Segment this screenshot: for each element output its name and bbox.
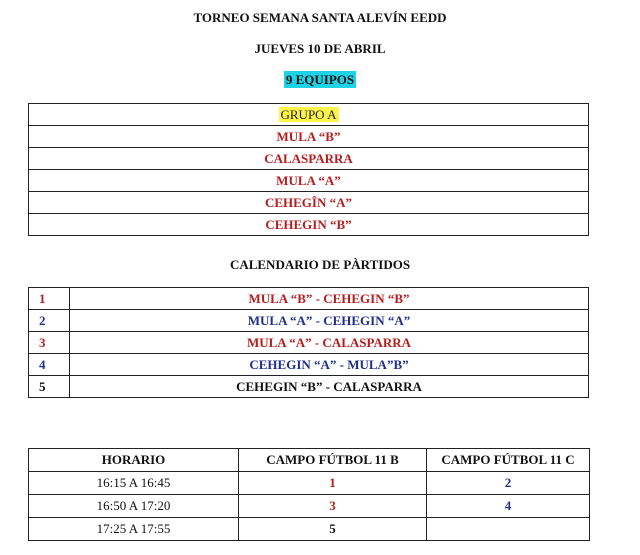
schedule-table: [28, 448, 590, 541]
header-horario: HORARIO: [29, 449, 239, 472]
match-number: 5: [29, 376, 70, 398]
table-row: [29, 170, 589, 192]
match-number: 2: [29, 310, 70, 332]
time-slot: 16:15 A 16:45: [29, 472, 239, 495]
time-slot: 16:50 A 17:20: [29, 495, 239, 518]
table-row: [29, 214, 589, 236]
group-label: GRUPO A: [280, 106, 337, 122]
table-row: [29, 518, 590, 541]
table-header-row: [29, 449, 590, 472]
calendar-title: CALENDARIO DE PÀRTIDOS: [229, 257, 411, 272]
table-row: [29, 126, 589, 148]
field-b-match: 5: [239, 518, 427, 541]
field-c-match: 4: [427, 495, 590, 518]
table-row: [29, 495, 590, 518]
table-row: [29, 192, 589, 214]
header-field-b: CAMPO FÚTBOL 11 B: [239, 449, 427, 472]
field-b-match: 1: [239, 472, 427, 495]
match-fixture: MULA “A” - CALASPARRA: [70, 332, 589, 354]
teams-count: [0, 72, 640, 88]
table-row: [29, 310, 589, 332]
group-a-table: [28, 103, 589, 236]
table-row: [29, 288, 589, 310]
match-fixture: CEHEGIN “B” - CALASPARRA: [70, 376, 589, 398]
table-row: [29, 148, 589, 170]
team-cell: MULA “A”: [29, 170, 589, 192]
match-fixture: MULA “A” - CEHEGIN “A”: [70, 310, 589, 332]
match-fixture: MULA “B” - CEHEGIN “B”: [70, 288, 589, 310]
team-cell: CEHEGIN “B”: [29, 214, 589, 236]
match-number: 1: [29, 288, 70, 310]
team-cell: CALASPARRA: [29, 148, 589, 170]
header-field-c: CAMPO FÚTBOL 11 C: [427, 449, 590, 472]
tournament-title: TORNEO SEMANA SANTA ALEVÍN EEDD: [193, 10, 447, 25]
match-number: 4: [29, 354, 70, 376]
table-row: [29, 376, 589, 398]
match-fixture: CEHEGIN “A” - MULA”B”: [70, 354, 589, 376]
team-cell: MULA “B”: [29, 126, 589, 148]
table-row: [29, 104, 589, 126]
match-number: 3: [29, 332, 70, 354]
team-cell: CEHEGÎN “A”: [29, 192, 589, 214]
field-b-match: 3: [239, 495, 427, 518]
teams-count-label: 9 EQUIPOS: [285, 72, 355, 87]
group-label-cell: [29, 104, 589, 126]
table-row: [29, 472, 590, 495]
field-c-match: [427, 518, 590, 541]
tournament-date: JUEVES 10 DE ABRIL: [254, 41, 386, 56]
table-row: [29, 332, 589, 354]
field-c-match: 2: [427, 472, 590, 495]
table-row: [29, 354, 589, 376]
matches-table: [28, 287, 589, 398]
time-slot: 17:25 A 17:55: [29, 518, 239, 541]
